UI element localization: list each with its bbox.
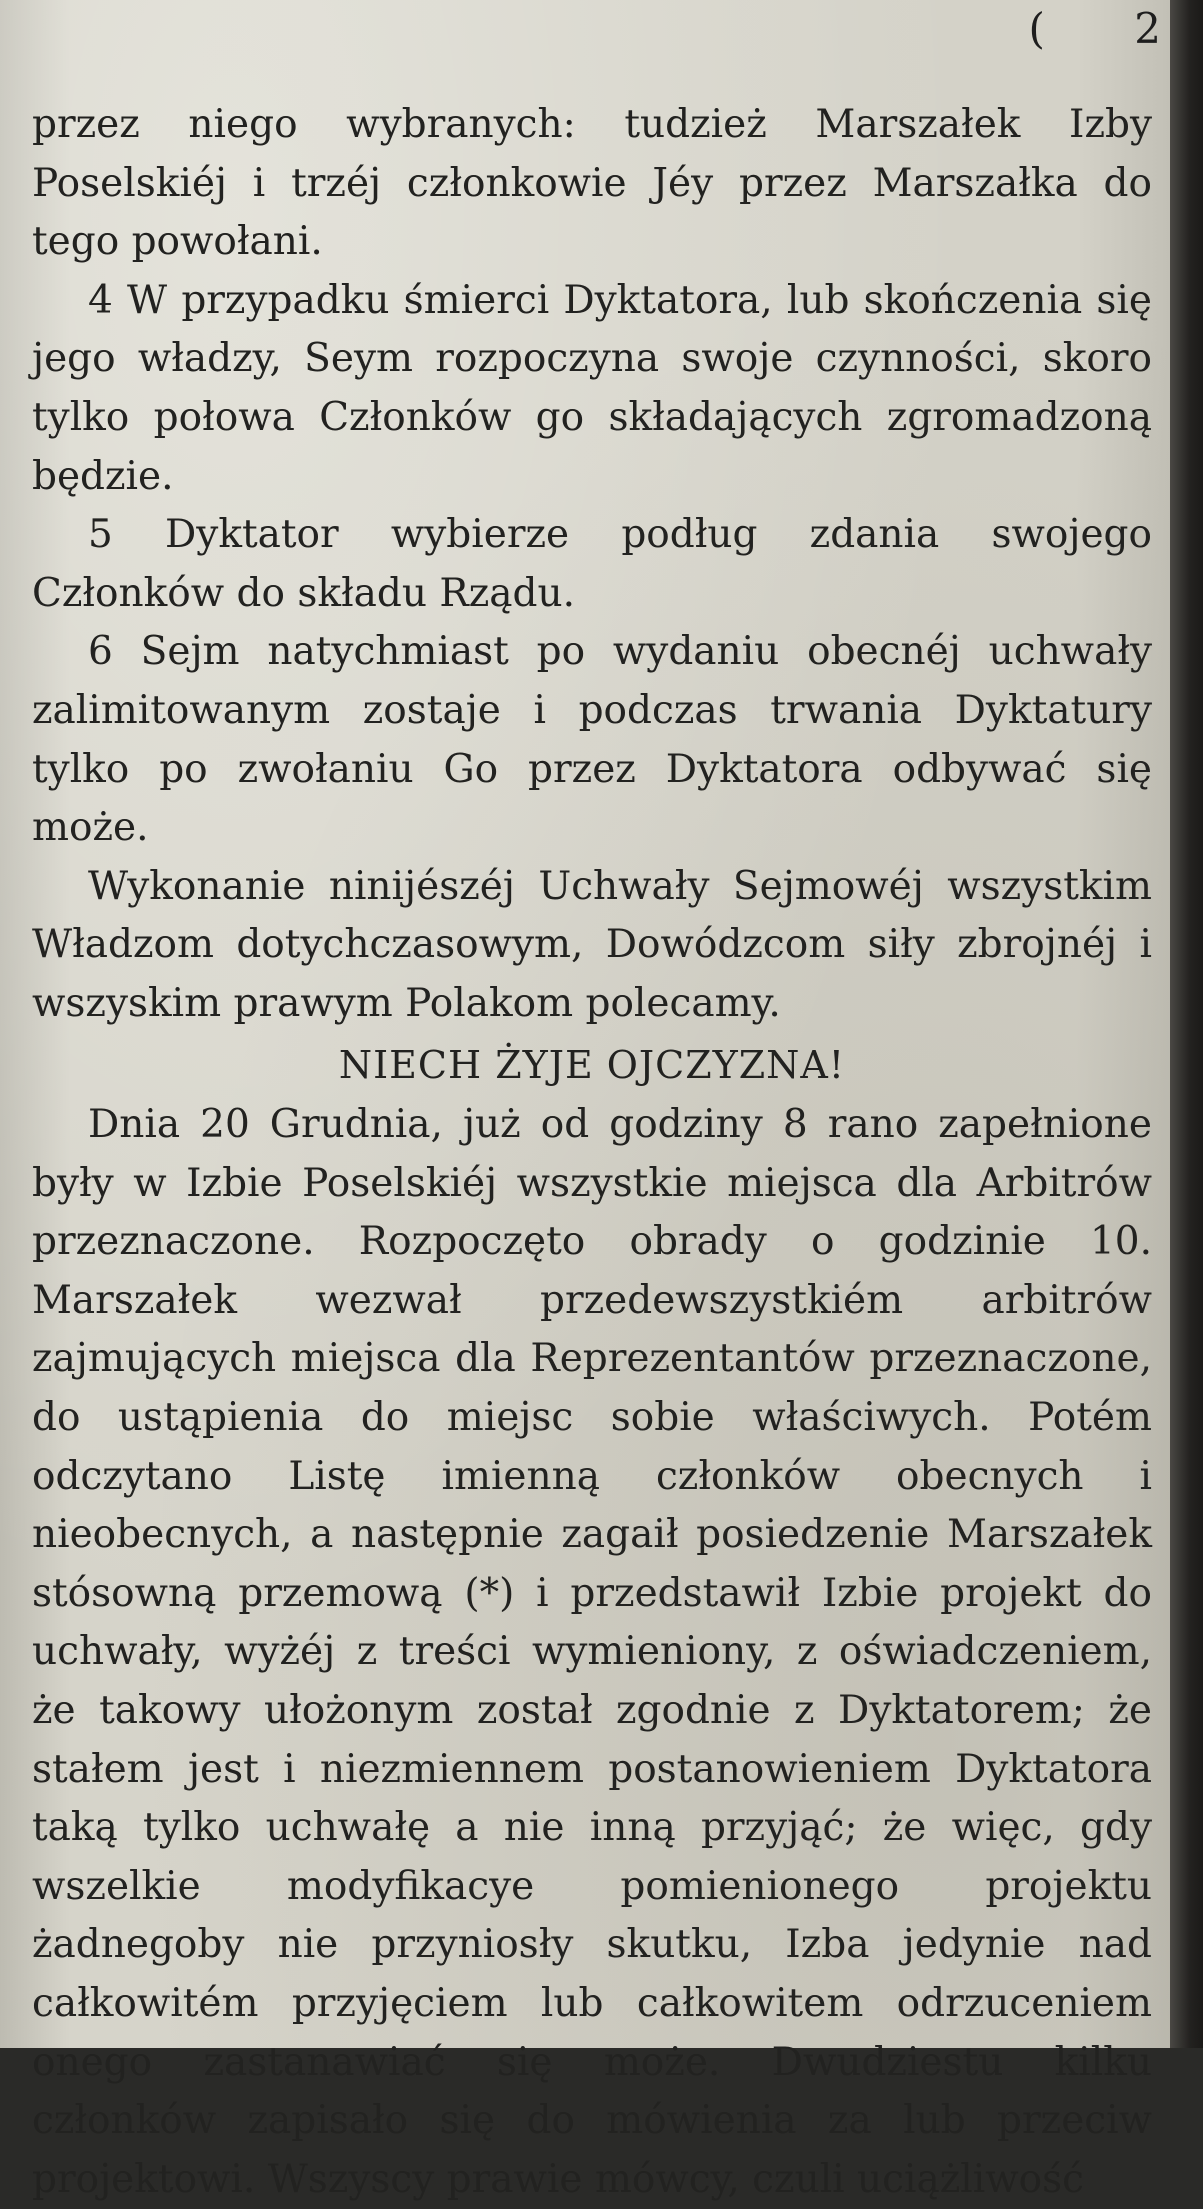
section-heading: NIECH ŻYJE OJCZYZNA!	[338, 1042, 846, 1087]
paragraph-article-4: 4 W przypadku śmierci Dyktatora, lub skończenia się jego władzy, Seym rozpoczyna swoje czynności, skoro tylko połowa Członków go składających zgromadzoną będzie.	[32, 277, 1152, 499]
page-number: ( 2	[1028, 4, 1199, 53]
paragraph-continuation: przez niego wybranych: tudzież Marszałek Izby Poselskiéj i trzéj członkowie Jéy przez Marszałka do tego powołani.	[32, 102, 1152, 265]
paragraph-session-report: Dnia 20 Grudnia, już od godziny 8 rano zapełnione były w Izbie Poselskiéj wszystkie miejsca dla Arbitrów przeznaczone. Rozpoczęto obrady o godzinie 10. Marszałek wezwał przedewszystkiém arbitrów zajmujących miejsca dla Reprezentantów przeznaczone, do ustąpienia do miejsc sobie właściwych. Potém odczytano Listę imienną członków obecnych i nieobecnych, a następnie zagaił posiedzenie Marszałek stósowną przemową (*) i przedstawił Izbie projekt do uchwały, wyżéj z treści wymieniony, z oświadczeniem, że takowy ułożonym został zgodnie z Dyktatorem; że stałem jest i niezmiennem postanowieniem Dyktatora taką tylko uchwałę a nie inną przyjąć; że więc, gdy wszelkie modyfikacye pomienionego projektu żadnegoby nie przyniosły skutku, Izba jedynie nad całkowitém przyjęciem lub całkowitem odrzuceniem onego zastanawiać się może. Dwudziestu kilku członków zapisało się do mówienia za lub przeciw projektowi. Wszyscy prawie mówcy, czuli uciążliwość	[32, 1102, 1152, 2202]
paragraph-article-6: 6 Sejm natychmiast po wydaniu obecnéj uchwały zalimitowanym zostaje i podczas trwania Dyktatury tylko po zwołaniu Go przez Dyktatora odbywać się może.	[32, 629, 1152, 851]
paragraph-execution: Wykonanie niniјészéj Uchwały Sejmowéj wszystkim Władzom dotychczasowym, Dowódzcom siły zbrojnéj i wszyskim prawym Polakom polecamy.	[32, 863, 1152, 1026]
paragraph-article-5: 5 Dyktator wybierze podług zdania swojego Członków do składu Rządu.	[32, 512, 1152, 616]
book-gutter-edge	[1170, 0, 1203, 2048]
document-body	[32, 96, 1152, 2209]
